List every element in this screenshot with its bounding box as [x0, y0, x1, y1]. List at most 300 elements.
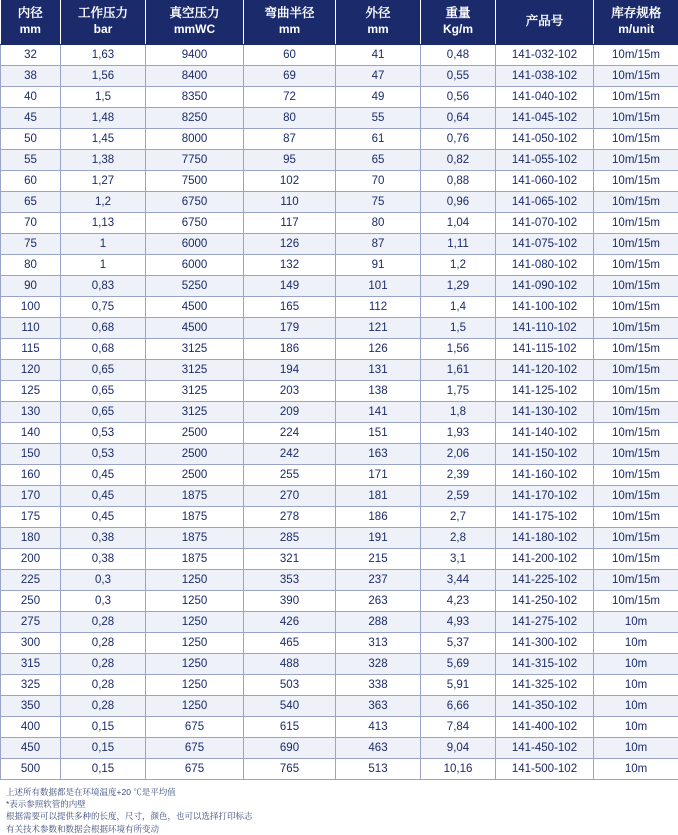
- table-cell: 0,28: [61, 674, 146, 695]
- table-cell: 10m/15m: [594, 212, 678, 233]
- table-cell: 263: [336, 590, 421, 611]
- table-cell: 0,45: [61, 464, 146, 485]
- table-cell: 209: [244, 401, 336, 422]
- table-cell: 242: [244, 443, 336, 464]
- table-cell: 150: [1, 443, 61, 464]
- table-cell: 0,38: [61, 527, 146, 548]
- footnote-line: 有关技术参数和数据会根据环境有所变动: [6, 823, 672, 835]
- table-cell: 61: [336, 128, 421, 149]
- table-cell: 6000: [146, 254, 244, 275]
- table-cell: 141-090-102: [496, 275, 594, 296]
- table-cell: 513: [336, 758, 421, 779]
- table-cell: 426: [244, 611, 336, 632]
- table-cell: 2,06: [421, 443, 496, 464]
- table-cell: 141-080-102: [496, 254, 594, 275]
- table-cell: 1,27: [61, 170, 146, 191]
- table-cell: 1,11: [421, 233, 496, 254]
- table-cell: 0,45: [61, 506, 146, 527]
- table-cell: 0,45: [61, 485, 146, 506]
- table-cell: 141-325-102: [496, 674, 594, 695]
- table-cell: 0,53: [61, 443, 146, 464]
- table-cell: 141-350-102: [496, 695, 594, 716]
- table-cell: 0,76: [421, 128, 496, 149]
- table-cell: 100: [1, 296, 61, 317]
- table-row: [1, 758, 678, 779]
- table-cell: 488: [244, 653, 336, 674]
- table-cell: 171: [336, 464, 421, 485]
- table-cell: 141-200-102: [496, 548, 594, 569]
- table-row: [1, 317, 678, 338]
- table-row: [1, 464, 678, 485]
- footnote-line: *表示参照软管的内壁: [6, 798, 672, 810]
- table-cell: 338: [336, 674, 421, 695]
- table-cell: 191: [336, 527, 421, 548]
- table-row: [1, 716, 678, 737]
- table-row: [1, 527, 678, 548]
- table-cell: 102: [244, 170, 336, 191]
- table-cell: 95: [244, 149, 336, 170]
- table-cell: 141-400-102: [496, 716, 594, 737]
- table-cell: 3125: [146, 338, 244, 359]
- table-cell: 1,5: [421, 317, 496, 338]
- table-cell: 0,15: [61, 716, 146, 737]
- table-cell: 3125: [146, 380, 244, 401]
- table-cell: 463: [336, 737, 421, 758]
- column-header-unit: Kg/m: [423, 22, 493, 37]
- table-row: [1, 695, 678, 716]
- column-header-weight: [421, 0, 496, 44]
- table-cell: 328: [336, 653, 421, 674]
- table-cell: 141-180-102: [496, 527, 594, 548]
- table-cell: 9,04: [421, 737, 496, 758]
- table-cell: 8000: [146, 128, 244, 149]
- table-cell: 10m/15m: [594, 569, 678, 590]
- table-cell: 1,45: [61, 128, 146, 149]
- table-cell: 40: [1, 86, 61, 107]
- table-cell: 4,93: [421, 611, 496, 632]
- table-cell: 3125: [146, 401, 244, 422]
- table-cell: 413: [336, 716, 421, 737]
- table-row: [1, 506, 678, 527]
- column-header-working-pressure: [61, 0, 146, 44]
- table-cell: 10m/15m: [594, 128, 678, 149]
- table-cell: 0,68: [61, 317, 146, 338]
- table-row: [1, 254, 678, 275]
- table-cell: 10m/15m: [594, 548, 678, 569]
- table-cell: 65: [336, 149, 421, 170]
- table-cell: 8250: [146, 107, 244, 128]
- column-header-stock-size: [594, 0, 678, 44]
- table-row: [1, 191, 678, 212]
- table-cell: 300: [1, 632, 61, 653]
- table-cell: 75: [336, 191, 421, 212]
- table-cell: 115: [1, 338, 61, 359]
- table-cell: 32: [1, 44, 61, 65]
- table-cell: 675: [146, 716, 244, 737]
- table-row: [1, 212, 678, 233]
- table-row: [1, 401, 678, 422]
- table-cell: 87: [336, 233, 421, 254]
- table-cell: 5,69: [421, 653, 496, 674]
- table-cell: 10m/15m: [594, 422, 678, 443]
- table-cell: 1,56: [421, 338, 496, 359]
- table-cell: 288: [336, 611, 421, 632]
- table-cell: 10m/15m: [594, 170, 678, 191]
- table-cell: 55: [1, 149, 61, 170]
- table-cell: 0,48: [421, 44, 496, 65]
- table-cell: 132: [244, 254, 336, 275]
- table-cell: 125: [1, 380, 61, 401]
- table-cell: 1250: [146, 569, 244, 590]
- footnote-line: 根据需要可以提供多种的长度，尺寸，颜色，也可以选择打印标志: [6, 810, 672, 822]
- column-header-unit: mm: [338, 22, 418, 37]
- table-cell: 3125: [146, 359, 244, 380]
- table-cell: 141-038-102: [496, 65, 594, 86]
- table-cell: 3,44: [421, 569, 496, 590]
- table-cell: 10m/15m: [594, 443, 678, 464]
- table-cell: 70: [336, 170, 421, 191]
- table-cell: 186: [244, 338, 336, 359]
- table-cell: 141-100-102: [496, 296, 594, 317]
- table-cell: 270: [244, 485, 336, 506]
- column-header-vacuum-pressure: [146, 0, 244, 44]
- table-row: [1, 422, 678, 443]
- table-cell: 2500: [146, 422, 244, 443]
- table-cell: 70: [1, 212, 61, 233]
- table-cell: 1875: [146, 485, 244, 506]
- table-cell: 1: [61, 254, 146, 275]
- table-row: [1, 275, 678, 296]
- table-cell: 10m/15m: [594, 506, 678, 527]
- column-header-title: 重量: [445, 6, 470, 20]
- table-cell: 141-110-102: [496, 317, 594, 338]
- table-cell: 41: [336, 44, 421, 65]
- footnotes: [0, 784, 678, 835]
- table-cell: 141-055-102: [496, 149, 594, 170]
- table-cell: 120: [1, 359, 61, 380]
- table-cell: 194: [244, 359, 336, 380]
- table-cell: 203: [244, 380, 336, 401]
- column-header-title: 库存规格: [611, 6, 661, 20]
- table-cell: 141-125-102: [496, 380, 594, 401]
- table-cell: 101: [336, 275, 421, 296]
- table-cell: 6750: [146, 212, 244, 233]
- table-cell: 110: [244, 191, 336, 212]
- table-cell: 278: [244, 506, 336, 527]
- table-cell: 255: [244, 464, 336, 485]
- table-cell: 65: [1, 191, 61, 212]
- table-cell: 186: [336, 506, 421, 527]
- table-cell: 1,93: [421, 422, 496, 443]
- table-cell: 151: [336, 422, 421, 443]
- table-cell: 4,23: [421, 590, 496, 611]
- table-cell: 1,38: [61, 149, 146, 170]
- table-cell: 141-315-102: [496, 653, 594, 674]
- table-cell: 181: [336, 485, 421, 506]
- table-cell: 141-300-102: [496, 632, 594, 653]
- table-row: [1, 611, 678, 632]
- table-cell: 285: [244, 527, 336, 548]
- column-header-title: 外径: [365, 6, 390, 20]
- table-cell: 141-250-102: [496, 590, 594, 611]
- table-cell: 141-032-102: [496, 44, 594, 65]
- column-header-unit: mm: [246, 22, 333, 37]
- table-cell: 75: [1, 233, 61, 254]
- table-cell: 10m/15m: [594, 527, 678, 548]
- table-cell: 10m: [594, 695, 678, 716]
- column-header-unit: m/unit: [596, 22, 677, 37]
- table-cell: 141-060-102: [496, 170, 594, 191]
- table-cell: 1,56: [61, 65, 146, 86]
- table-cell: 10m: [594, 632, 678, 653]
- table-cell: 7,84: [421, 716, 496, 737]
- table-cell: 10m/15m: [594, 233, 678, 254]
- table-cell: 4500: [146, 317, 244, 338]
- table-cell: 0,96: [421, 191, 496, 212]
- table-cell: 315: [1, 653, 61, 674]
- table-cell: 0,15: [61, 737, 146, 758]
- column-header-unit: bar: [63, 22, 143, 37]
- table-cell: 8400: [146, 65, 244, 86]
- table-row: [1, 107, 678, 128]
- table-cell: 10m/15m: [594, 338, 678, 359]
- table-cell: 69: [244, 65, 336, 86]
- table-row: [1, 485, 678, 506]
- table-cell: 0,28: [61, 653, 146, 674]
- table-cell: 141-275-102: [496, 611, 594, 632]
- table-row: [1, 632, 678, 653]
- table-cell: 1250: [146, 674, 244, 695]
- table-cell: 10m/15m: [594, 485, 678, 506]
- table-cell: 10m/15m: [594, 65, 678, 86]
- table-cell: 160: [1, 464, 61, 485]
- table-cell: 141-050-102: [496, 128, 594, 149]
- column-header-outer-diameter: [336, 0, 421, 44]
- table-cell: 10m/15m: [594, 296, 678, 317]
- table-cell: 10m: [594, 737, 678, 758]
- table-cell: 1: [61, 233, 146, 254]
- table-cell: 141-500-102: [496, 758, 594, 779]
- table-cell: 1,04: [421, 212, 496, 233]
- table-cell: 1250: [146, 632, 244, 653]
- table-cell: 0,38: [61, 548, 146, 569]
- table-cell: 0,88: [421, 170, 496, 191]
- table-cell: 10m/15m: [594, 359, 678, 380]
- column-header-title: 弯曲半径: [264, 6, 314, 20]
- table-cell: 179: [244, 317, 336, 338]
- table-cell: 60: [1, 170, 61, 191]
- table-cell: 49: [336, 86, 421, 107]
- table-cell: 91: [336, 254, 421, 275]
- table-cell: 2,8: [421, 527, 496, 548]
- table-cell: 350: [1, 695, 61, 716]
- table-cell: 1250: [146, 590, 244, 611]
- table-cell: 1,2: [61, 191, 146, 212]
- table-cell: 10m: [594, 674, 678, 695]
- table-cell: 325: [1, 674, 61, 695]
- table-cell: 450: [1, 737, 61, 758]
- table-row: [1, 338, 678, 359]
- table-cell: 50: [1, 128, 61, 149]
- table-cell: 10,16: [421, 758, 496, 779]
- table-cell: 80: [244, 107, 336, 128]
- table-cell: 765: [244, 758, 336, 779]
- table-cell: 200: [1, 548, 61, 569]
- table-cell: 126: [336, 338, 421, 359]
- table-cell: 313: [336, 632, 421, 653]
- table-row: [1, 590, 678, 611]
- table-cell: 0,68: [61, 338, 146, 359]
- table-cell: 80: [336, 212, 421, 233]
- table-cell: 141-075-102: [496, 233, 594, 254]
- table-cell: 10m/15m: [594, 191, 678, 212]
- table-cell: 141-150-102: [496, 443, 594, 464]
- table-cell: 0,82: [421, 149, 496, 170]
- column-header-unit: mm: [3, 22, 59, 37]
- table-row: [1, 653, 678, 674]
- table-cell: 0,83: [61, 275, 146, 296]
- table-cell: 165: [244, 296, 336, 317]
- table-cell: 0,65: [61, 359, 146, 380]
- table-cell: 0,75: [61, 296, 146, 317]
- table-cell: 363: [336, 695, 421, 716]
- table-cell: 175: [1, 506, 61, 527]
- table-cell: 237: [336, 569, 421, 590]
- table-cell: 170: [1, 485, 61, 506]
- table-cell: 0,53: [61, 422, 146, 443]
- table-cell: 0,28: [61, 695, 146, 716]
- table-cell: 112: [336, 296, 421, 317]
- table-body: [1, 44, 678, 779]
- table-cell: 141-065-102: [496, 191, 594, 212]
- table-cell: 400: [1, 716, 61, 737]
- table-cell: 10m/15m: [594, 107, 678, 128]
- table-cell: 10m/15m: [594, 380, 678, 401]
- table-cell: 10m/15m: [594, 401, 678, 422]
- table-cell: 10m: [594, 611, 678, 632]
- table-cell: 6,66: [421, 695, 496, 716]
- table-cell: 675: [146, 737, 244, 758]
- table-row: [1, 128, 678, 149]
- column-header-unit: mmWC: [148, 22, 241, 37]
- table-row: [1, 443, 678, 464]
- table-row: [1, 569, 678, 590]
- table-row: [1, 149, 678, 170]
- table-cell: 141-175-102: [496, 506, 594, 527]
- column-header-bend-radius: [244, 0, 336, 44]
- table-cell: 0,3: [61, 569, 146, 590]
- table-cell: 1,61: [421, 359, 496, 380]
- table-cell: 1,8: [421, 401, 496, 422]
- table-cell: 10m/15m: [594, 317, 678, 338]
- table-row: [1, 548, 678, 569]
- table-cell: 10m: [594, 653, 678, 674]
- table-cell: 10m/15m: [594, 86, 678, 107]
- table-cell: 225: [1, 569, 61, 590]
- table-cell: 215: [336, 548, 421, 569]
- table-cell: 1250: [146, 653, 244, 674]
- table-cell: 0,56: [421, 86, 496, 107]
- table-row: [1, 233, 678, 254]
- table-cell: 675: [146, 758, 244, 779]
- table-cell: 0,28: [61, 611, 146, 632]
- table-cell: 7500: [146, 170, 244, 191]
- table-header-row: [1, 0, 678, 44]
- table-cell: 6750: [146, 191, 244, 212]
- table-cell: 6000: [146, 233, 244, 254]
- table-cell: 275: [1, 611, 61, 632]
- table-cell: 390: [244, 590, 336, 611]
- table-cell: 1,4: [421, 296, 496, 317]
- table-cell: 2,39: [421, 464, 496, 485]
- table-cell: 10m: [594, 758, 678, 779]
- table-cell: 1,13: [61, 212, 146, 233]
- table-cell: 5250: [146, 275, 244, 296]
- table-cell: 141-170-102: [496, 485, 594, 506]
- table-cell: 224: [244, 422, 336, 443]
- table-cell: 10m/15m: [594, 44, 678, 65]
- table-cell: 72: [244, 86, 336, 107]
- table-cell: 0,3: [61, 590, 146, 611]
- table-cell: 7750: [146, 149, 244, 170]
- table-cell: 90: [1, 275, 61, 296]
- table-cell: 0,65: [61, 401, 146, 422]
- table-cell: 503: [244, 674, 336, 695]
- table-cell: 141-115-102: [496, 338, 594, 359]
- table-cell: 0,55: [421, 65, 496, 86]
- table-cell: 10m/15m: [594, 149, 678, 170]
- table-cell: 141-225-102: [496, 569, 594, 590]
- table-cell: 0,28: [61, 632, 146, 653]
- table-cell: 138: [336, 380, 421, 401]
- table-cell: 149: [244, 275, 336, 296]
- table-cell: 130: [1, 401, 61, 422]
- table-cell: 47: [336, 65, 421, 86]
- footnote-line: 上述所有数据都是在环境温度+20 ℃是平均值: [6, 786, 672, 798]
- table-cell: 2500: [146, 464, 244, 485]
- table-row: [1, 86, 678, 107]
- table-cell: 131: [336, 359, 421, 380]
- table-cell: 250: [1, 590, 61, 611]
- table-cell: 10m/15m: [594, 275, 678, 296]
- table-row: [1, 296, 678, 317]
- column-header-title: 内径: [18, 6, 43, 20]
- table-cell: 5,37: [421, 632, 496, 653]
- table-cell: 0,65: [61, 380, 146, 401]
- table-cell: 141-450-102: [496, 737, 594, 758]
- table-cell: 321: [244, 548, 336, 569]
- table-cell: 38: [1, 65, 61, 86]
- table-cell: 141-045-102: [496, 107, 594, 128]
- table-cell: 2,7: [421, 506, 496, 527]
- table-cell: 1875: [146, 527, 244, 548]
- table-cell: 45: [1, 107, 61, 128]
- table-cell: 60: [244, 44, 336, 65]
- column-header-title: 工作压力: [78, 6, 128, 20]
- table-cell: 0,64: [421, 107, 496, 128]
- table-cell: 10m: [594, 716, 678, 737]
- table-cell: 141-160-102: [496, 464, 594, 485]
- table-cell: 353: [244, 569, 336, 590]
- table-cell: 141-070-102: [496, 212, 594, 233]
- table-cell: 180: [1, 527, 61, 548]
- table-cell: 1,29: [421, 275, 496, 296]
- table-cell: 690: [244, 737, 336, 758]
- table-cell: 55: [336, 107, 421, 128]
- table-row: [1, 359, 678, 380]
- table-cell: 8350: [146, 86, 244, 107]
- table-cell: 2500: [146, 443, 244, 464]
